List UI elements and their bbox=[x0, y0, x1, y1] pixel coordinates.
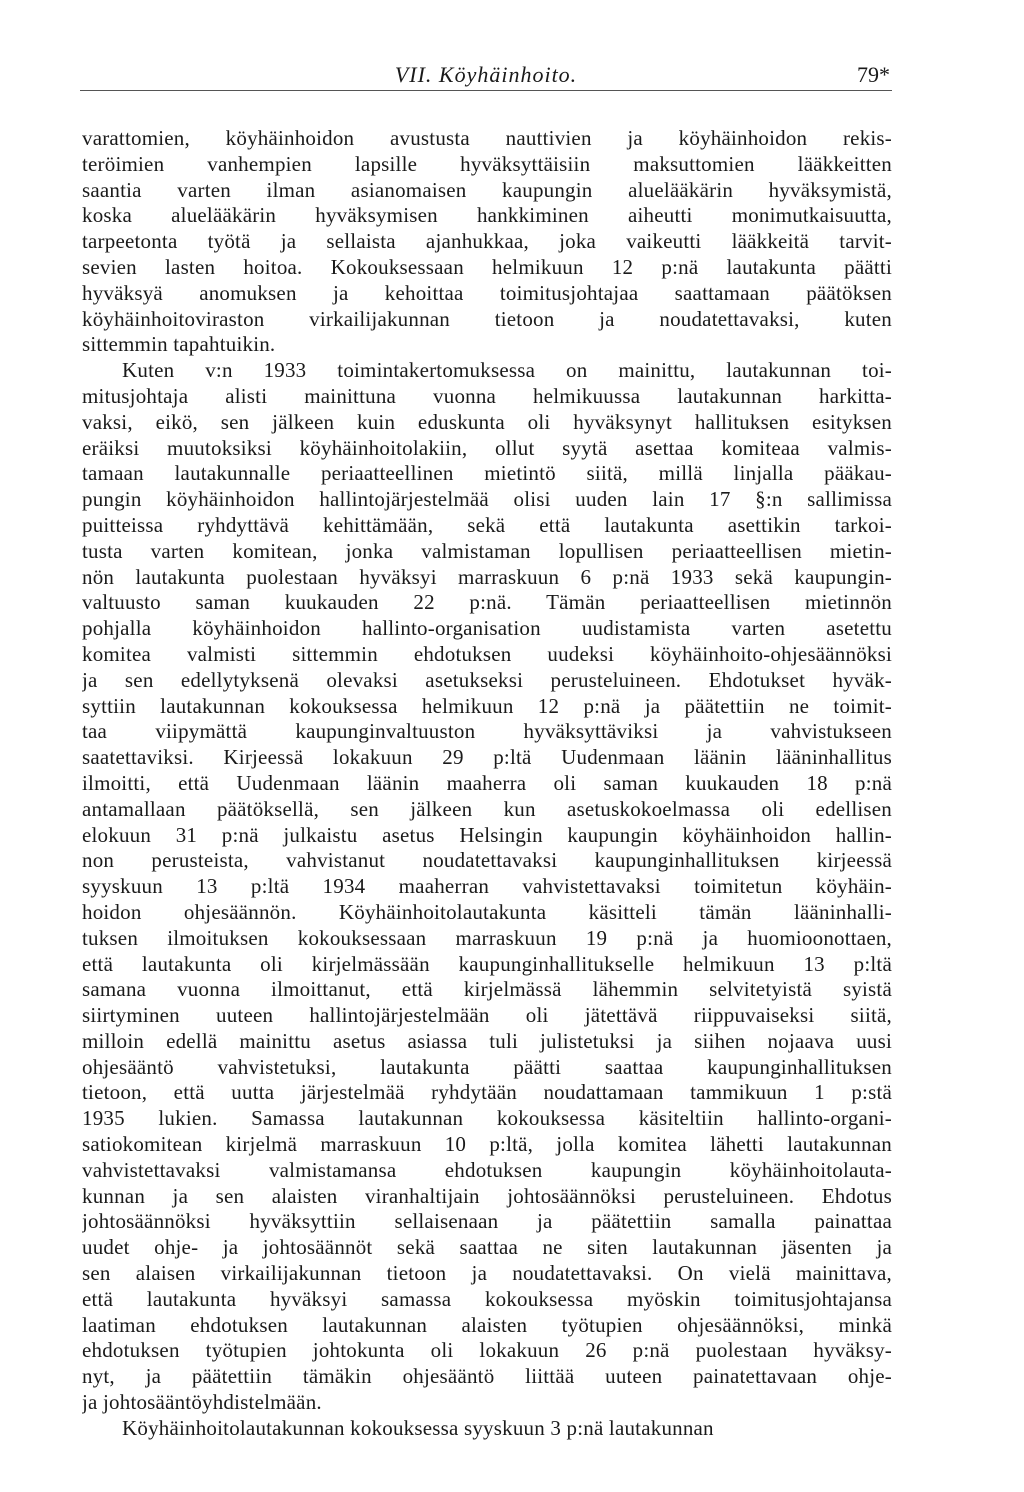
text-line: tusta varten komitean, jonka valmistaman lopullisen periaatteellisen mietin- bbox=[82, 538, 892, 563]
text-line: vaksi, eikö, sen jälkeen kuin eduskunta oli hyväksynyt hallituksen esityksen bbox=[82, 409, 892, 434]
text-line: valtuusto saman kuukauden 22 p:nä. Tämän periaatteellisen mietinnön bbox=[82, 590, 892, 615]
text-line: 1935 lukien. Samassa lautakunnan kokouksessa käsiteltiin hallinto-organi- bbox=[82, 1106, 892, 1131]
text-line: eräiksi muutoksiksi köyhäinhoitolakiin, ollut syytä asettaa komiteaa valmis- bbox=[82, 435, 892, 460]
text-line: Köyhäinhoitolautakunnan kokouksessa syyskuun 3 p:nä lautakunnan bbox=[122, 1415, 714, 1440]
text-line: sen alaisen virkailijakunnan tietoon ja noudatettavaksi. On vielä mainittava, bbox=[82, 1261, 892, 1286]
text-line: että lautakunta hyväksyi samassa kokouksessa myöskin toimitusjohtajansa bbox=[82, 1286, 892, 1311]
text-line: sittemmin tapahtuikin. bbox=[82, 332, 276, 357]
text-line: ilmoitti, että Uudenmaan läänin maaherra oli saman kuukauden 18 p:nä bbox=[82, 770, 892, 795]
text-line: tietoon, että uutta järjestelmää ryhdytään noudattamaan tammikuun 1 p:stä bbox=[82, 1080, 892, 1105]
text-line: pohjalla köyhäinhoidon hallinto-organisation uudistamista varten asetettu bbox=[82, 616, 892, 641]
text-line: nyt, ja päätettiin tämäkin ohjesääntö liittää uuteen painatettavaan ohje- bbox=[82, 1364, 892, 1389]
page-number: 79* bbox=[857, 62, 890, 87]
text-line: uudet ohje- ja johtosäännöt sekä saattaa ne siten lautakunnan jäsenten ja bbox=[82, 1235, 892, 1260]
body-text bbox=[82, 126, 892, 1442]
text-line: non perusteista, vahvistanut noudatettavaksi kaupunginhallituksen kirjeessä bbox=[82, 848, 892, 873]
text-line: laatiman ehdotuksen lautakunnan alaisten työtupien ohjesäännöksi, minkä bbox=[82, 1312, 892, 1337]
text-line: antamallaan päätöksellä, sen jälkeen kun asetuskokoelmassa oli edellisen bbox=[82, 796, 892, 821]
text-line: komitea valmisti sittemmin ehdotuksen uudeksi köyhäinhoito-ohjesäännöksi bbox=[82, 641, 892, 666]
text-line: hyväksyä anomuksen ja kehoittaa toimitusjohtajaa saattamaan päätöksen bbox=[82, 280, 892, 305]
text-line: koska aluelääkärin hyväksymisen hankkiminen aiheutti monimutkaisuutta, bbox=[82, 203, 892, 228]
text-line: varattomien, köyhäinhoidon avustusta nauttivien ja köyhäinhoidon rekis- bbox=[82, 126, 892, 150]
text-line: ohjesääntö vahvistetuksi, lautakunta päätti saattaa kaupunginhallituksen bbox=[82, 1054, 892, 1079]
text-line: saantia varten ilman asianomaisen kaupungin aluelääkärin hyväksymistä, bbox=[82, 177, 892, 202]
text-line: johtosäännöksi hyväksyttiin sellaisenaan ja päätettiin samalla painattaa bbox=[82, 1209, 892, 1234]
text-line: mitusjohtaja alisti mainittuna vuonna helmikuussa lautakunnan harkitta- bbox=[82, 383, 892, 408]
text-line: teröimien vanhempien lapsille hyväksyttäisiin maksuttomien lääkkeitten bbox=[82, 151, 892, 176]
text-line: tarpeetonta työtä ja sellaista ajanhukkaa, joka vaikeutti lääkkeitä tarvit- bbox=[82, 229, 892, 254]
text-line: ja sen edellytyksenä olevaksi asetukseksi perusteluineen. Ehdotukset hyväk- bbox=[82, 667, 892, 692]
text-line: siirtyminen uuteen hallintojärjestelmään oli jätettävä riippuvaiseksi siitä, bbox=[82, 1003, 892, 1028]
text-line: tuksen ilmoituksen kokouksessaan marraskuun 19 p:nä ja huomioonottaen, bbox=[82, 925, 892, 950]
text-line: syyskuun 13 p:ltä 1934 maaherran vahvistettavaksi toimitetun köyhäin- bbox=[82, 874, 892, 899]
text-line: syttiin lautakunnan kokouksessa helmikuun 12 p:nä ja päätettiin ne toimit- bbox=[82, 693, 892, 718]
text-line: taa viipymättä kaupunginvaltuuston hyväksyttäviksi ja vahvistukseen bbox=[82, 719, 892, 744]
text-line: ehdotuksen työtupien johtokunta oli lokakuun 26 p:nä puolestaan hyväksy- bbox=[82, 1338, 892, 1363]
text-line: Kuten v:n 1933 toimintakertomuksessa on mainittu, lautakunnan toi- bbox=[122, 358, 892, 383]
text-line: kunnan ja sen alaisten viranhaltijain johtosäännöksi perusteluineen. Ehdotus bbox=[82, 1183, 892, 1208]
chapter-title: VII. Köyhäinhoito. bbox=[394, 62, 578, 87]
text-line: sevien lasten hoitoa. Kokouksessaan helmikuun 12 p:nä lautakunta päätti bbox=[82, 254, 892, 279]
text-line: elokuun 31 p:nä julkaistu asetus Helsingin kaupungin köyhäinhoidon hallin- bbox=[82, 822, 892, 847]
text-line: pungin köyhäinhoidon hallintojärjestelmää olisi uuden lain 17 §:n sallimissa bbox=[82, 487, 892, 512]
text-line: saatettaviksi. Kirjeessä lokakuun 29 p:ltä Uudenmaan läänin lääninhallitus bbox=[82, 745, 892, 770]
text-line: että lautakunta oli kirjelmässään kaupunginhallitukselle helmikuun 13 p:ltä bbox=[82, 951, 892, 976]
text-line: ja johtosääntöyhdistelmään. bbox=[82, 1390, 322, 1415]
text-line: satiokomitean kirjelmä marraskuun 10 p:ltä, jolla komitea lähetti lautakunnan bbox=[82, 1132, 892, 1157]
text-line: hoidon ohjesäännön. Köyhäinhoitolautakunta käsitteli tämän lääninhalli- bbox=[82, 899, 892, 924]
running-header bbox=[80, 62, 892, 88]
text-line: puitteissa ryhdyttävä kehittämään, sekä että lautakunta asettikin tarkoi- bbox=[82, 512, 892, 537]
text-line: nön lautakunta puolestaan hyväksyi marraskuun 6 p:nä 1933 sekä kaupungin- bbox=[82, 564, 892, 589]
text-line: samana vuonna ilmoittanut, että kirjelmässä lähemmin selvitetyistä syistä bbox=[82, 977, 892, 1002]
text-line: tamaan lautakunnalle periaatteellinen mietintö siitä, millä linjalla pääkau- bbox=[82, 461, 892, 486]
text-line: köyhäinhoitoviraston virkailijakunnan tietoon ja noudatettavaksi, kuten bbox=[82, 306, 892, 331]
text-line: milloin edellä mainittu asetus asiassa tuli julistetuksi ja siihen nojaava uusi bbox=[82, 1028, 892, 1053]
text-line: vahvistettavaksi valmistamansa ehdotuksen kaupungin köyhäinhoitolauta- bbox=[82, 1157, 892, 1182]
header-rule bbox=[80, 90, 892, 91]
